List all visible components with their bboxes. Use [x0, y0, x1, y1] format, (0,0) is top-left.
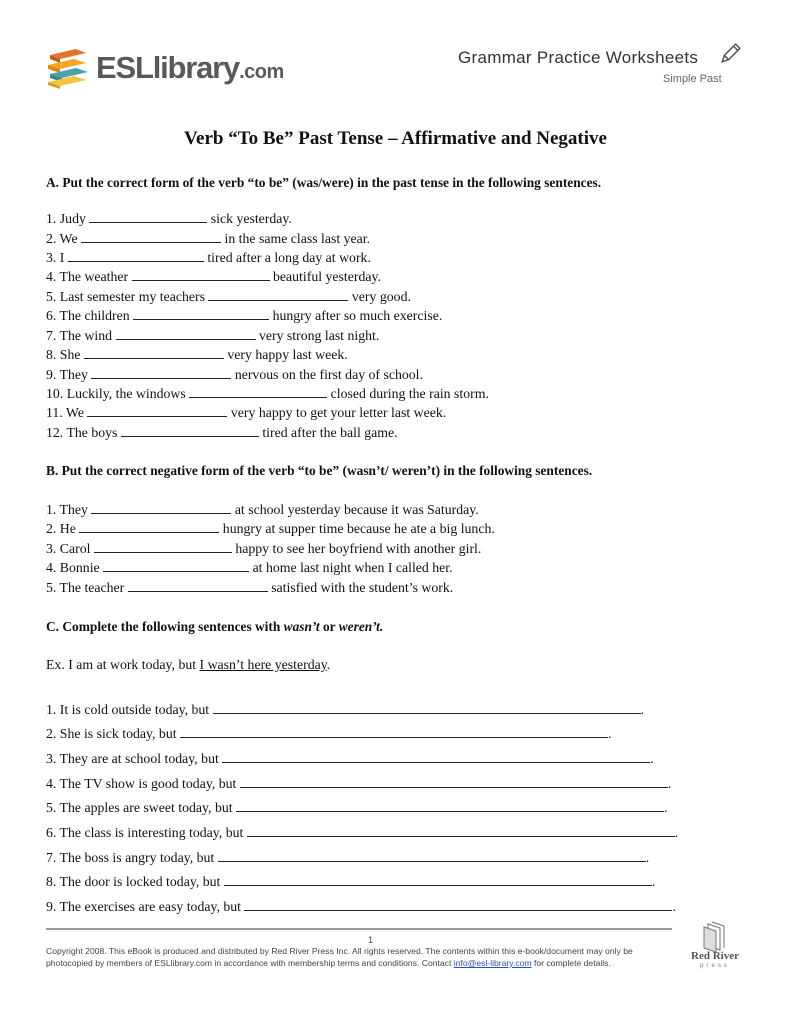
page-title: Verb “To Be” Past Tense – Affirmative and Negative: [184, 128, 607, 149]
section-a-item-5: 5. Last semester my teachers very good.: [46, 289, 411, 304]
copyright-line-1: Copyright 2008. This eBook is produced and distributed by Red River Press Inc. All rights reserved. The contents within this e-book/document may only be: [46, 946, 633, 956]
section-c-item-4: 4. The TV show is good today, but .: [46, 776, 672, 791]
section-b-item-5: 5. The teacher satisfied with the student’s work.: [46, 580, 454, 595]
section-a-item-1: 1. Judy sick yesterday.: [46, 211, 292, 226]
section-a-heading: A. Put the correct form of the verb “to be” (was/were) in the past tense in the following sentences.: [46, 175, 602, 190]
section-b-item-2: 2. He hungry at supper time because he ate a big lunch.: [46, 521, 495, 536]
footer-divider: [46, 928, 672, 930]
section-c-item-2: 2. She is sick today, but .: [46, 726, 612, 741]
section-c-item-6: 6. The class is interesting today, but .: [46, 825, 679, 840]
section-a-item-7: 7. The wind very strong last night.: [46, 328, 380, 343]
section-a-item-10: 10. Luckily, the windows closed during the rain storm.: [46, 386, 489, 401]
section-c-item-3: 3. They are at school today, but .: [46, 751, 654, 766]
section-a-item-9: 9. They nervous on the first day of school.: [46, 367, 423, 382]
section-c-item-1: 1. It is cold outside today, but .: [46, 702, 645, 717]
section-b-item-3: 3. Carol happy to see her boyfriend with another girl.: [46, 541, 482, 556]
section-b-item-1: 1. They at school yesterday because it was Saturday.: [46, 502, 479, 517]
section-c-item-8: 8. The door is locked today, but .: [46, 874, 656, 889]
stacked-books-icon: [46, 45, 90, 89]
pencil-icon: [718, 42, 742, 66]
section-c-item-7: 7. The boss is angry today, but .: [46, 850, 650, 865]
section-a-item-2: 2. We in the same class last year.: [46, 231, 371, 246]
contact-email-link[interactable]: info@esl-library.com: [453, 958, 532, 968]
page-number: 1: [368, 935, 374, 945]
section-a-item-8: 8. She very happy last week.: [46, 347, 348, 362]
esl-library-logo: [46, 44, 284, 90]
header-subtitle: Simple Past: [663, 73, 722, 85]
example-answer: I wasn’t here yesterday: [199, 657, 327, 672]
section-c-item-5: 5. The apples are sweet today, but .: [46, 800, 668, 815]
copyright-line-2: photocopied by members of ESLlibrary.com in accordance with membership terms and conditions. Contact info@esl-library.com for complete details.: [46, 958, 611, 968]
section-b-heading: B. Put the correct negative form of the verb “to be” (wasn’t/ weren’t) in the following sentences.: [46, 463, 593, 478]
publisher-name: Red River: [691, 950, 739, 962]
header-title: Grammar Practice Worksheets: [458, 48, 699, 67]
section-c-example: Ex. I am at work today, but I wasn’t here yesterday.: [46, 657, 331, 672]
section-a-item-11: 11. We very happy to get your letter last week.: [46, 405, 447, 420]
section-c-item-9: 9. The exercises are easy today, but .: [46, 899, 676, 914]
logo-suffix-text: .com: [239, 60, 284, 83]
logo-main-text: ESLlibrary: [96, 49, 240, 85]
section-a-item-3: 3. I tired after a long day at work.: [46, 250, 371, 265]
section-a-item-4: 4. The weather beautiful yesterday.: [46, 269, 381, 284]
section-a-item-6: 6. The children hungry after so much exercise.: [46, 308, 443, 323]
section-a-item-12: 12. The boys tired after the ball game.: [46, 425, 398, 440]
section-b-item-4: 4. Bonnie at home last night when I called her.: [46, 560, 453, 575]
publisher-sub: press: [700, 963, 730, 969]
section-c-heading: C. Complete the following sentences with wasn’t or weren’t.: [46, 619, 384, 634]
